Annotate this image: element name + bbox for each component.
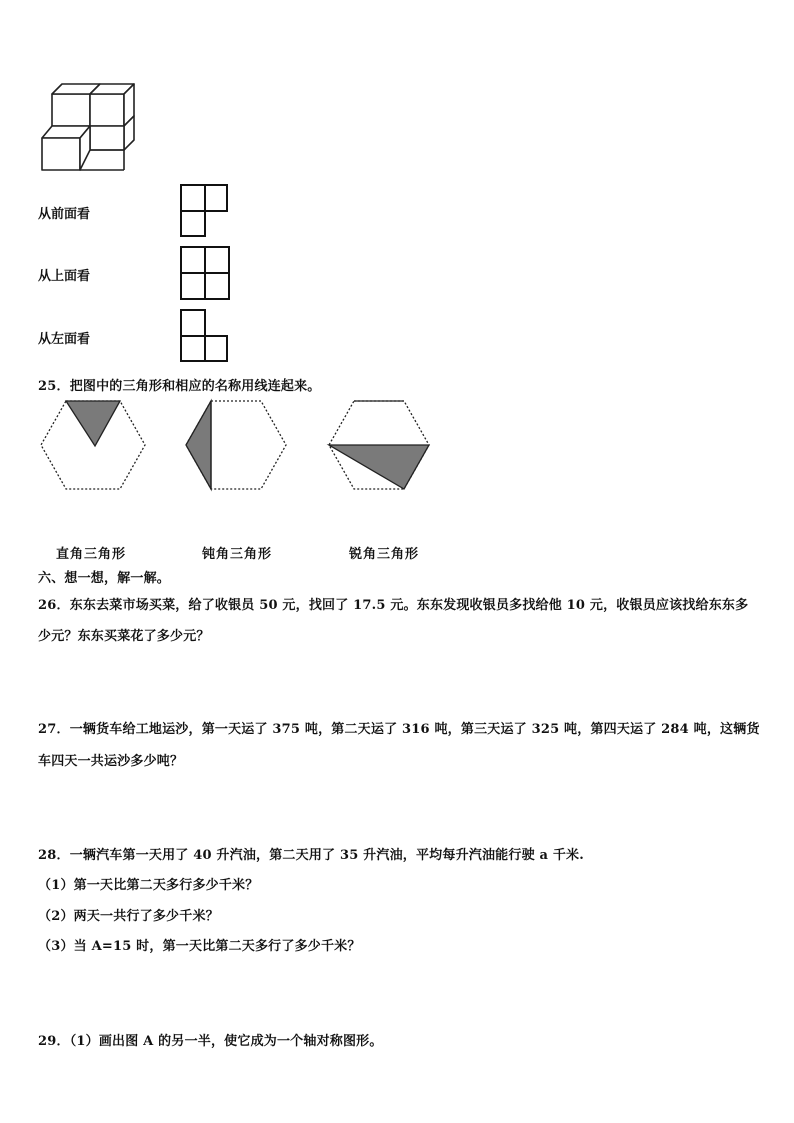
top-view-label: 从上面看	[38, 269, 91, 284]
front-view-drawing	[179, 183, 231, 239]
hexagon-2	[186, 401, 286, 489]
question-28-sub2: （2）两天一共行了多少千米？	[38, 909, 219, 924]
question-26-line2: 少元？东东买菜花了多少元？	[38, 629, 210, 644]
top-view-drawing	[179, 245, 233, 303]
question-29-line1: 29．（1）画出图 A 的另一半，使它成为一个轴对称图形。	[38, 1034, 383, 1049]
question-28-sub3: （3）当 A=15 时，第一天比第二天多行了多少千米？	[38, 939, 361, 954]
cube-solid-figure	[38, 80, 138, 176]
section-6-heading: 六、想一想，解一解。	[38, 571, 171, 586]
question-25-title: 25．把图中的三角形和相应的名称用线连起来。	[38, 379, 321, 394]
triangle-name-right: 直角三角形	[56, 547, 127, 562]
front-view-label: 从前面看	[38, 207, 91, 222]
question-27-line2: 车四天一共运沙多少吨？	[38, 754, 184, 769]
question-26-line1: 26．东东去菜市场买菜，给了收银员 50 元，找回了 17.5 元。东东发现收银员多找给他 10 元，收银员应该找给东东多	[38, 598, 749, 613]
hexagon-triangle-figures	[38, 398, 438, 494]
question-28-stem: 28．一辆汽车第一天用了 40 升汽油，第二天用了 35 升汽油，平均每升汽油能行驶 a 千米.	[38, 848, 584, 863]
hexagon-1	[41, 401, 145, 489]
triangle-name-obtuse: 钝角三角形	[202, 547, 273, 562]
question-28-sub1: （1）第一天比第二天多行多少千米？	[38, 878, 259, 893]
hexagon-3	[329, 401, 429, 489]
triangle-name-acute: 锐角三角形	[349, 547, 420, 562]
left-view-label: 从左面看	[38, 332, 91, 347]
question-27-line1: 27．一辆货车给工地运沙，第一天运了 375 吨，第二天运了 316 吨，第三天运了 325 吨，第四天运了 284 吨，这辆货	[38, 722, 760, 737]
left-view-drawing	[179, 308, 231, 364]
